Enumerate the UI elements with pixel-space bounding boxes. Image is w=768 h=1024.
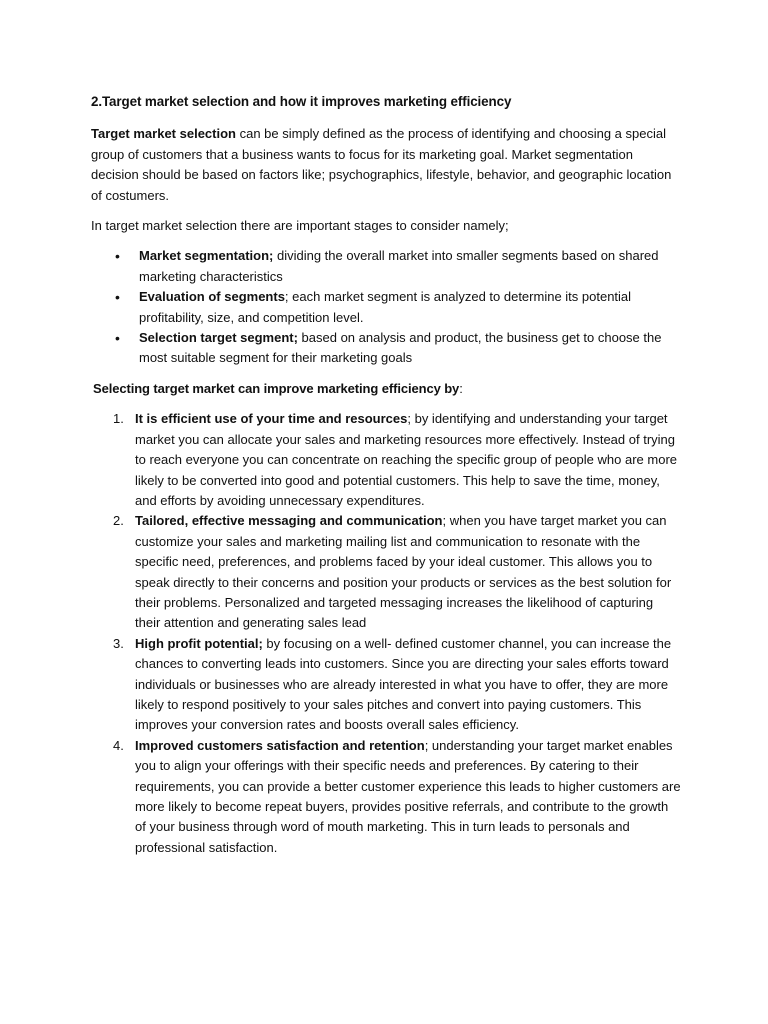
stage-text: ; each market segment is analyzed to determine its potential profitability, size, and competition level. [139,289,632,325]
list-item [91,246,681,287]
stage-text: dividing the overall market into smaller segments based on shared marketing characteristics [139,248,659,284]
point-text: ; by identifying and understanding your target market you can allocate your sales and marketing resources more effectively. Instead of trying to reach everyone you can concentrate on reaching the specific group of people who are more likely to be converted into good and potential customers. This help to save the time, money, and efforts by avoiding unnecessary expenditures. [135,411,678,508]
list-item [91,328,681,369]
section-heading: 2.Target market selection and how it improves marketing efficiency [91,94,512,109]
intro-paragraph [91,124,681,206]
point-text: by focusing on a well- defined customer channel, you can increase the chances to converting leads into customers. Since you are directing your sales efforts toward individuals or businesses who are already interested in what you have to offer, they are more likely to respond positively to your sales pitches and convert into paying customers. This improves your conversion rates and boosts overall sales efficiency. [135,635,672,733]
stages-intro: In target market selection there are important stages to consider namely; [91,218,509,234]
point-number: 2. [113,513,124,529]
stage-term: Selection target segment; [139,330,298,346]
stage-term: Market segmentation; [139,248,274,264]
point-term: High profit potential; [135,635,263,651]
point-term: It is efficient use of your time and resources [135,411,408,427]
point-text: ; understanding your target market enables you to align your offerings with their specific needs and preferences. By catering to their requirements, you can provide a better customer experience this leads to higher customers are more likely to become repeat buyers, provides positive referrals, and contribute to the growth of your business through word of mouth marketing. This in turn leads to personals and professional satisfaction. [135,737,681,855]
list-item [91,409,681,511]
point-text: ; when you have target market you can customize your sales and marketing mailing list and communication to resonate with the specific need, preferences, and problems faced by your ideal customer. This allows you to speak directly to their concerns and position your products or services as the best solution for their problems. Personalized and targeted messaging increases the likelihood of capturing their attention and generating sales lead [135,513,672,631]
bullet-icon: • [115,248,120,265]
list-item [91,736,681,858]
stage-text: based on analysis and product, the business get to choose the most suitable segment for their marketing goals [139,330,662,366]
bullet-icon: • [115,289,120,306]
point-number: 1. [113,411,124,427]
list-item [91,287,681,328]
point-number: 4. [113,737,124,753]
intro-term: Target market selection [91,126,236,142]
efficiency-heading [93,379,681,399]
list-item [91,511,681,633]
efficiency-heading-colon: : [459,380,463,396]
document-body [91,92,681,858]
points-list [91,409,681,858]
bullet-icon: • [115,330,120,347]
point-term: Tailored, effective messaging and communication [135,513,443,529]
point-number: 3. [113,635,124,651]
intro-text: can be simply defined as the process of identifying and choosing a special group of customers that a business wants to focus for its marketing goal. Market segmentation decision should be based on factors like; psychographics, lifestyle, behavior, and geographic location of costumers. [91,126,672,203]
efficiency-heading-text: Selecting target market can improve marketing efficiency by [93,380,460,396]
list-item [91,634,681,736]
point-term: Improved customers satisfaction and retention [135,737,425,753]
stage-term: Evaluation of segments [139,289,285,305]
stages-list [91,246,681,368]
